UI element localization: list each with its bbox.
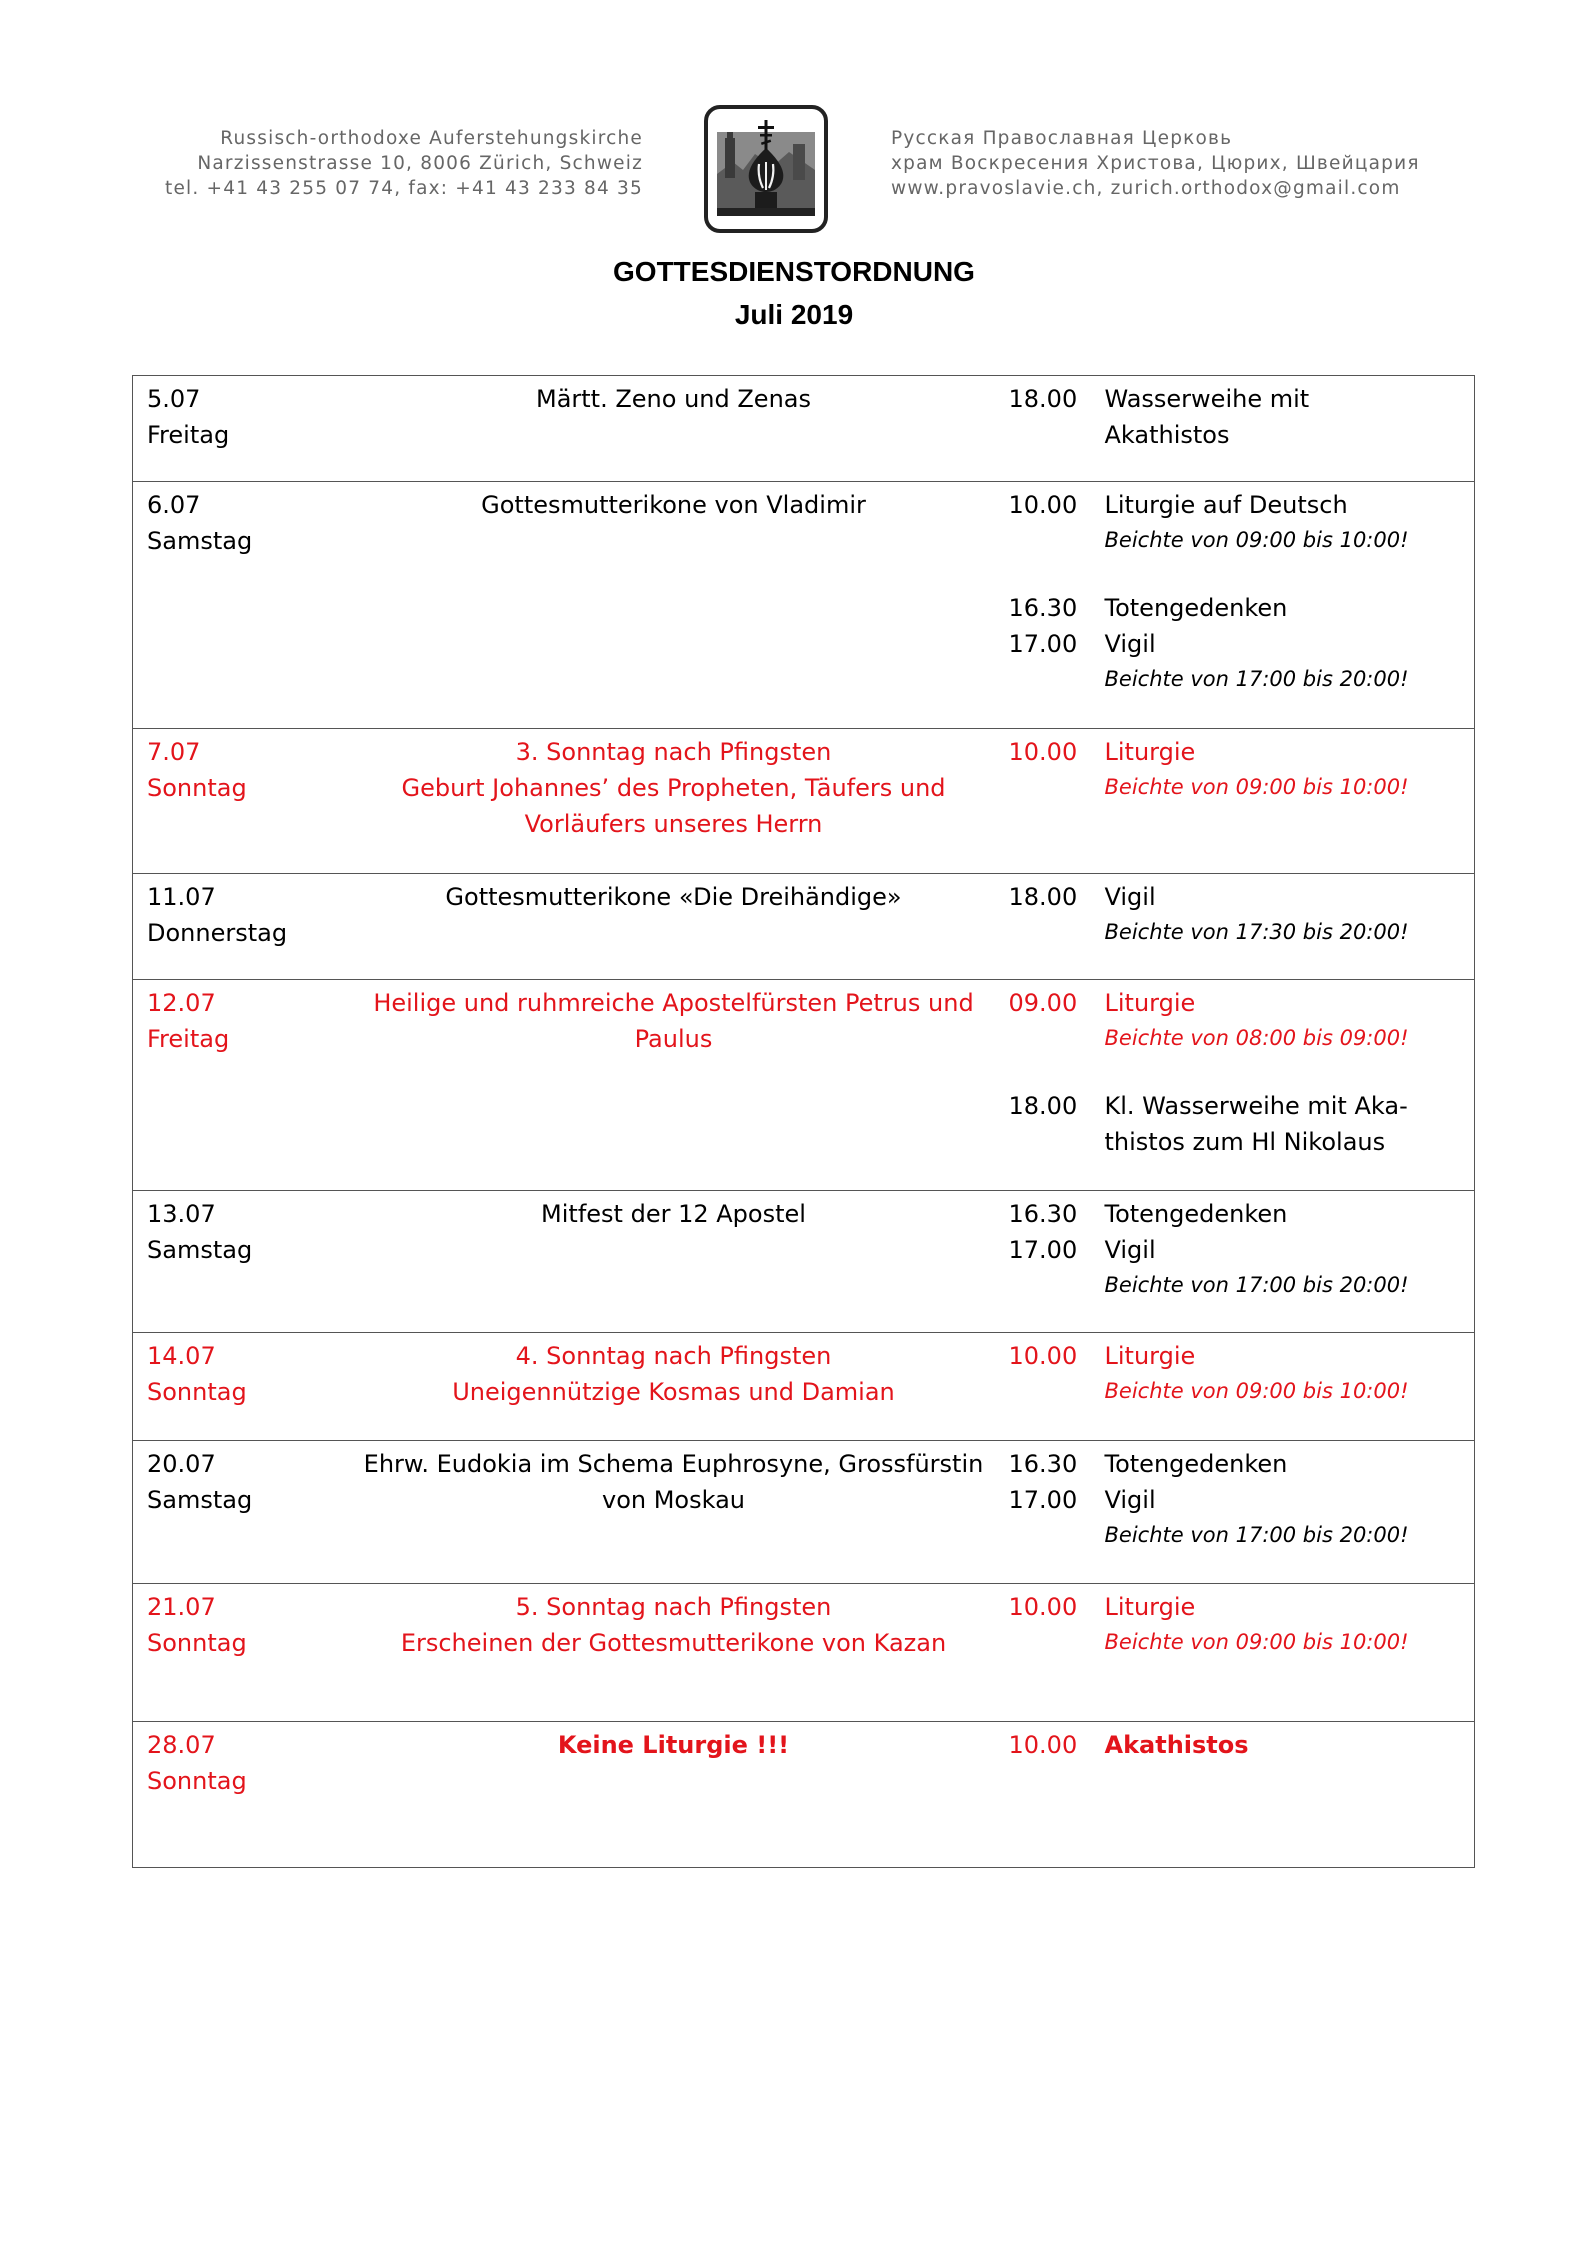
date-cell — [133, 874, 349, 980]
table-row-feast — [133, 980, 1475, 1191]
service-cell — [1091, 1441, 1475, 1584]
feast-name: Geburt Johannes’ des Propheten, Täufers und — [401, 774, 946, 802]
date-cell — [133, 1441, 349, 1584]
service-name: Akathistos — [1104, 1731, 1249, 1759]
date-cell — [133, 376, 349, 482]
church-phone-fax: tel. +41 43 255 07 74, fax: +41 43 233 84 35 — [164, 178, 643, 199]
feast-cell — [349, 376, 999, 482]
date-cell — [133, 482, 349, 729]
weekday: Freitag — [147, 421, 230, 449]
church-dome-cross-icon — [703, 104, 829, 234]
service-name: Vigil — [1104, 883, 1156, 911]
service-name: Liturgie — [1104, 1342, 1196, 1370]
weekday: Sonntag — [147, 774, 247, 802]
time-cell — [999, 1441, 1091, 1584]
date-cell — [133, 1191, 349, 1333]
service-cell — [1091, 1722, 1475, 1868]
service-time: 09.00 — [1008, 989, 1078, 1017]
service-cell — [1091, 729, 1475, 874]
time-cell — [999, 874, 1091, 980]
church-name-de: Russisch-orthodoxe Auferstehungskirche — [220, 128, 643, 149]
letterhead — [0, 100, 1588, 240]
table-row — [133, 376, 1475, 482]
feast-cell — [349, 874, 999, 980]
table-row — [133, 1441, 1475, 1584]
service-name: Liturgie — [1104, 1593, 1196, 1621]
table-row-feast-sunday — [133, 1584, 1475, 1722]
time-cell — [999, 482, 1091, 729]
feast-name: 5. Sonntag nach Pfingsten — [515, 1593, 832, 1621]
feast-cell — [349, 729, 999, 874]
confession-note: Beichte von 09:00 bis 10:00! — [1104, 775, 1409, 799]
service-cell — [1091, 1333, 1475, 1441]
service-cell — [1091, 1191, 1475, 1333]
weekday: Samstag — [147, 527, 253, 555]
service-time: 18.00 — [1008, 1092, 1078, 1120]
service-time: 16.30 — [1008, 1200, 1078, 1228]
feast-cell — [349, 980, 999, 1191]
service-name: Liturgie — [1104, 738, 1196, 766]
title-month: Juli 2019 — [734, 299, 854, 330]
date: 13.07 — [147, 1200, 216, 1228]
feast-cell — [349, 1333, 999, 1441]
feast-cell — [349, 1584, 999, 1722]
feast-cell — [349, 1191, 999, 1333]
weekday: Sonntag — [147, 1378, 247, 1406]
service-cell — [1091, 980, 1475, 1191]
date: 12.07 — [147, 989, 216, 1017]
table-row — [133, 482, 1475, 729]
service-name: Totengedenken — [1104, 1450, 1288, 1478]
document-title — [0, 250, 1588, 336]
service-name: Vigil — [1104, 630, 1156, 658]
confession-note: Beichte von 09:00 bis 10:00! — [1104, 1379, 1409, 1403]
service-cell — [1091, 376, 1475, 482]
service-cell — [1091, 482, 1475, 729]
church-name-ru: Русская Православная Церковь — [891, 128, 1233, 149]
weekday: Sonntag — [147, 1767, 247, 1795]
church-subtitle-ru: храм Воскресения Христова, Цюрих, Швейцария — [891, 153, 1420, 174]
service-time: 10.00 — [1008, 1342, 1078, 1370]
service-name: thistos zum Hl Nikolaus — [1104, 1128, 1386, 1156]
confession-note: Beichte von 08:00 bis 09:00! — [1104, 1026, 1409, 1050]
date: 11.07 — [147, 883, 216, 911]
weekday: Samstag — [147, 1236, 253, 1264]
service-name: Liturgie — [1104, 989, 1196, 1017]
service-name: Wasserweihe mit — [1104, 385, 1310, 413]
table-row-feast-sunday — [133, 1722, 1475, 1868]
feast-name: Uneigennützige Kosmas und Damian — [452, 1378, 895, 1406]
feast-name: Ehrw. Eudokia im Schema Euphrosyne, Grossfürstin — [363, 1450, 984, 1478]
service-cell — [1091, 1584, 1475, 1722]
confession-note: Beichte von 17:00 bis 20:00! — [1104, 667, 1409, 691]
date: 7.07 — [147, 738, 201, 766]
service-time: 17.00 — [1008, 1486, 1078, 1514]
feast-name: Märtt. Zeno und Zenas — [535, 385, 811, 413]
time-cell — [999, 1584, 1091, 1722]
service-time: 17.00 — [1008, 630, 1078, 658]
feast-name: Erscheinen der Gottesmutterikone von Kazan — [400, 1629, 947, 1657]
weekday: Donnerstag — [147, 919, 288, 947]
weekday: Freitag — [147, 1025, 230, 1053]
church-web-email: www.pravoslavie.ch, zurich.orthodox@gmail.com — [891, 178, 1401, 199]
date-cell — [133, 1584, 349, 1722]
service-name: Totengedenken — [1104, 1200, 1288, 1228]
feast-name: Heilige und ruhmreiche Apostelfürsten Petrus und — [373, 989, 974, 1017]
church-address: Narzissenstrasse 10, 8006 Zürich, Schweiz — [197, 153, 643, 174]
confession-note: Beichte von 09:00 bis 10:00! — [1104, 1630, 1409, 1654]
feast-name: 4. Sonntag nach Pfingsten — [515, 1342, 832, 1370]
letterhead-german — [165, 126, 643, 201]
feast-name: 3. Sonntag nach Pfingsten — [515, 738, 832, 766]
confession-note: Beichte von 09:00 bis 10:00! — [1104, 528, 1409, 552]
weekday: Samstag — [147, 1486, 253, 1514]
time-cell — [999, 980, 1091, 1191]
service-name: Vigil — [1104, 1236, 1156, 1264]
date: 5.07 — [147, 385, 201, 413]
service-time: 16.30 — [1008, 1450, 1078, 1478]
date: 6.07 — [147, 491, 201, 519]
confession-note: Beichte von 17:30 bis 20:00! — [1104, 920, 1409, 944]
date: 28.07 — [147, 1731, 216, 1759]
service-name: Vigil — [1104, 1486, 1156, 1514]
confession-note: Beichte von 17:00 bis 20:00! — [1104, 1273, 1409, 1297]
service-time: 18.00 — [1008, 883, 1078, 911]
feast-name: von Moskau — [601, 1486, 745, 1514]
service-cell — [1091, 874, 1475, 980]
service-name: Akathistos — [1104, 421, 1230, 449]
table-row-feast-sunday — [133, 729, 1475, 874]
letterhead-russian — [891, 126, 1420, 201]
service-time: 10.00 — [1008, 1593, 1078, 1621]
date: 20.07 — [147, 1450, 216, 1478]
service-time: 18.00 — [1008, 385, 1078, 413]
feast-name: Mitfest der 12 Apostel — [541, 1200, 806, 1228]
table-row — [133, 874, 1475, 980]
title-heading: GOTTESDIENSTORDNUNG — [613, 256, 975, 287]
time-cell — [999, 729, 1091, 874]
time-cell — [999, 1722, 1091, 1868]
no-liturgy-notice: Keine Liturgie !!! — [557, 1731, 790, 1759]
service-name: Liturgie auf Deutsch — [1104, 491, 1348, 519]
date-cell — [133, 980, 349, 1191]
service-time: 10.00 — [1008, 1731, 1078, 1759]
date: 14.07 — [147, 1342, 216, 1370]
feast-name: Gottesmutterikone von Vladimir — [481, 491, 866, 519]
time-cell — [999, 1333, 1091, 1441]
feast-name: Paulus — [634, 1025, 713, 1053]
feast-cell — [349, 1441, 999, 1584]
service-time: 10.00 — [1008, 738, 1078, 766]
date: 21.07 — [147, 1593, 216, 1621]
time-cell — [999, 376, 1091, 482]
weekday: Sonntag — [147, 1629, 247, 1657]
date-cell — [133, 1722, 349, 1868]
service-time: 10.00 — [1008, 491, 1078, 519]
feast-name: Gottesmutterikone «Die Dreihändige» — [445, 883, 902, 911]
feast-cell — [349, 482, 999, 729]
service-time: 17.00 — [1008, 1236, 1078, 1264]
service-schedule-table — [132, 375, 1475, 1868]
service-name: Totengedenken — [1104, 594, 1288, 622]
time-cell — [999, 1191, 1091, 1333]
table-row-feast-sunday — [133, 1333, 1475, 1441]
table-row — [133, 1191, 1475, 1333]
service-name: Kl. Wasserweihe mit Aka- — [1104, 1092, 1408, 1120]
date-cell — [133, 729, 349, 874]
feast-name: Vorläufers unseres Herrn — [524, 810, 823, 838]
service-time: 16.30 — [1008, 594, 1078, 622]
feast-cell — [349, 1722, 999, 1868]
confession-note: Beichte von 17:00 bis 20:00! — [1104, 1523, 1409, 1547]
date-cell — [133, 1333, 349, 1441]
